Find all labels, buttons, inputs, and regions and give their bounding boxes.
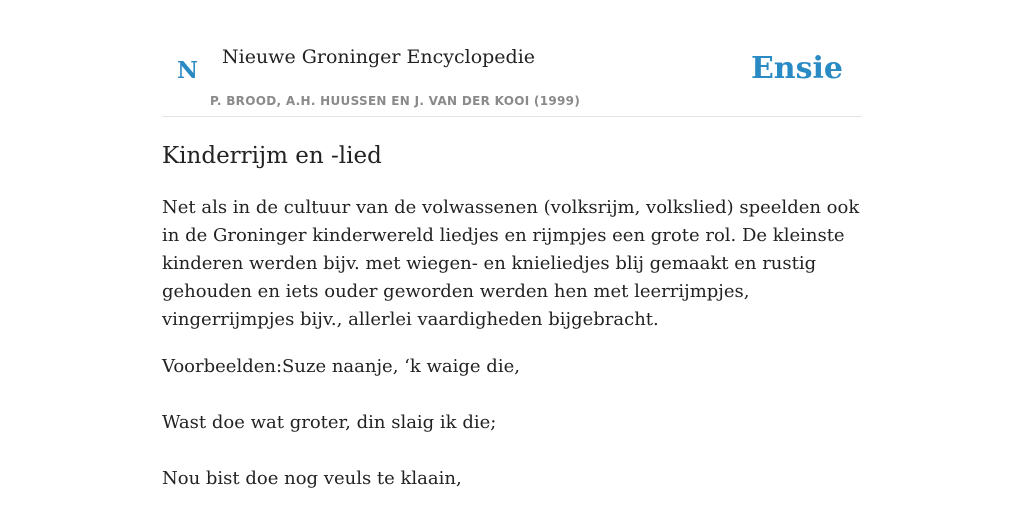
article-title: Kinderrijm en -lied <box>162 143 382 169</box>
verse-line: Nou bist doe nog veuls te klaain, <box>162 468 462 489</box>
header <box>162 0 862 117</box>
article-intro: Net als in de cultuur van de volwassenen (volksrijm, volkslied) speelden ook in de Groninger kinderwereld liedjes en rijmpjes een grote rol. De kleinste kinderen werden bijv. met wiegen- en knieliedjes blij gemaakt en rustig gehouden en iets ouder geworden werden hen met leerrijmpjes, vingerrijmpjes bijv., allerlei vaardigheden bijgebracht. <box>162 197 860 330</box>
book-authors: P. BROOD, A.H. HUUSSEN EN J. VAN DER KOOI (1999) <box>210 94 581 108</box>
encyclopedia-logo[interactable]: N <box>177 57 199 84</box>
book-title[interactable]: Nieuwe Groninger Encyclopedie <box>222 46 536 68</box>
ensie-logo-link[interactable]: Ensie <box>750 51 843 86</box>
page <box>162 0 862 493</box>
verse-line: Voorbeelden:Suze naanje, ‘k waige die, <box>162 356 520 377</box>
verse-line: Wast doe wat groter, din slaig ik die; <box>162 412 497 433</box>
